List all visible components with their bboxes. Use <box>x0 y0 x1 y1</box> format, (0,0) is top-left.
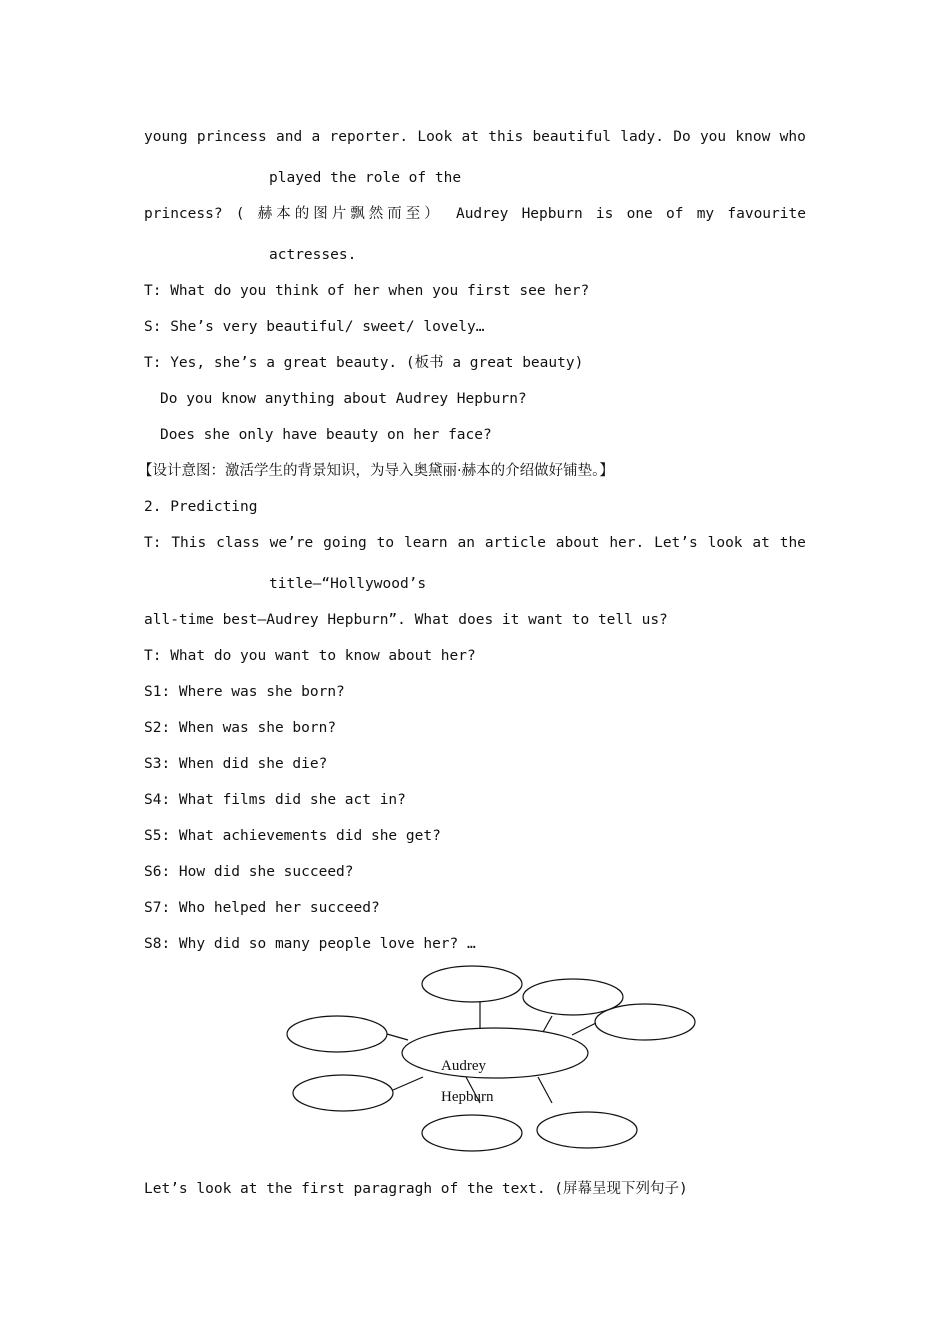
word: a <box>311 129 321 145</box>
student-line-1: S: She’s very beautiful/ sweet/ lovely… <box>144 319 485 335</box>
bubble-top <box>422 966 522 1002</box>
word: learn <box>403 535 448 551</box>
teacher-line-3-end: all-time best—Audrey Hepburn”. What does it want to tell us? <box>144 612 668 628</box>
bubble-bottom <box>422 1115 522 1151</box>
word: who <box>779 129 806 145</box>
teacher-line-1: T: What do you think of her when you first see her? <box>144 283 590 299</box>
word: Let’s <box>654 535 698 551</box>
word: This <box>171 535 207 551</box>
teacher-line-4: T: What do you want to know about her? <box>144 648 476 664</box>
section-heading-predicting: 2. Predicting <box>144 499 258 515</box>
word: her. <box>609 535 645 551</box>
design-intent-note: 【设计意图：激活学生的背景知识，为导入奥黛丽·赫本的介绍做好铺垫。】 <box>138 463 614 479</box>
word: lady. <box>620 129 664 145</box>
word: an <box>457 535 475 551</box>
connector-lower-left <box>393 1077 423 1090</box>
connector-top-right <box>543 1016 552 1032</box>
word: know <box>735 129 771 145</box>
word: we’re <box>269 535 314 551</box>
word: this <box>488 129 524 145</box>
student-question-5: S5: What achievements did she get? <box>144 828 441 844</box>
bubble-lower-left <box>293 1075 393 1111</box>
student-question-7: S7: Who helped her succeed? <box>144 900 380 916</box>
connector-right <box>572 1023 596 1035</box>
word: is <box>595 206 614 222</box>
bubble-right <box>595 1004 695 1040</box>
paragraph-line-2: played the role of the <box>269 170 462 186</box>
bubble-left <box>287 1016 387 1052</box>
connector-lower-right <box>538 1077 552 1103</box>
word: look <box>707 535 743 551</box>
student-question-8: S8: Why did so many people love her? … <box>144 936 476 952</box>
word: Look <box>417 129 453 145</box>
center-ellipse <box>402 1028 588 1078</box>
word: princess <box>196 129 267 145</box>
student-question-1: S1: Where was she born? <box>144 684 345 700</box>
word: to <box>376 535 395 551</box>
word: of <box>666 206 684 222</box>
student-question-4: S4: What films did she act in? <box>144 792 406 808</box>
word: you <box>699 129 727 145</box>
word: T: <box>144 535 162 551</box>
closing-line: Let’s look at the first paragragh of the text. (屏幕呈现下列句子) <box>144 1181 688 1197</box>
word: class <box>216 535 260 551</box>
word: and <box>276 129 303 145</box>
center-label-line-1: Audrey <box>441 1058 486 1074</box>
word: going <box>323 535 367 551</box>
word: Do <box>673 129 691 145</box>
teacher-line-3-cont: title—“Hollywood’s <box>269 576 427 592</box>
word: about <box>555 535 600 551</box>
word: beautiful <box>532 129 612 145</box>
student-question-6: S6: How did she succeed? <box>144 864 354 880</box>
word: reporter. <box>329 129 409 145</box>
word: favourite <box>727 206 806 222</box>
word: ( <box>235 206 245 222</box>
word: my <box>696 206 715 222</box>
word: princess? <box>144 206 223 222</box>
student-question-3: S3: When did she die? <box>144 756 328 772</box>
word: at <box>752 535 770 551</box>
word: young <box>144 129 188 145</box>
word: Audrey <box>455 206 509 222</box>
word: one <box>626 206 653 222</box>
word: Hepburn <box>521 206 583 222</box>
question-line-1: Do you know anything about Audrey Hepburn? <box>160 391 527 407</box>
word: 赫本的图片飘然而至） <box>257 206 443 222</box>
paragraph-line-4: actresses. <box>269 247 357 263</box>
center-label-line-2: Hepburn <box>441 1089 494 1105</box>
teacher-line-2: T: Yes, she’s a great beauty. (板书 a great beauty) <box>144 355 584 371</box>
connector-left <box>387 1034 408 1040</box>
word: article <box>484 535 546 551</box>
bubble-bottom-right <box>537 1112 637 1148</box>
word: at <box>461 129 479 145</box>
question-line-2: Does she only have beauty on her face? <box>160 427 492 443</box>
word: the <box>779 535 806 551</box>
student-question-2: S2: When was she born? <box>144 720 337 736</box>
